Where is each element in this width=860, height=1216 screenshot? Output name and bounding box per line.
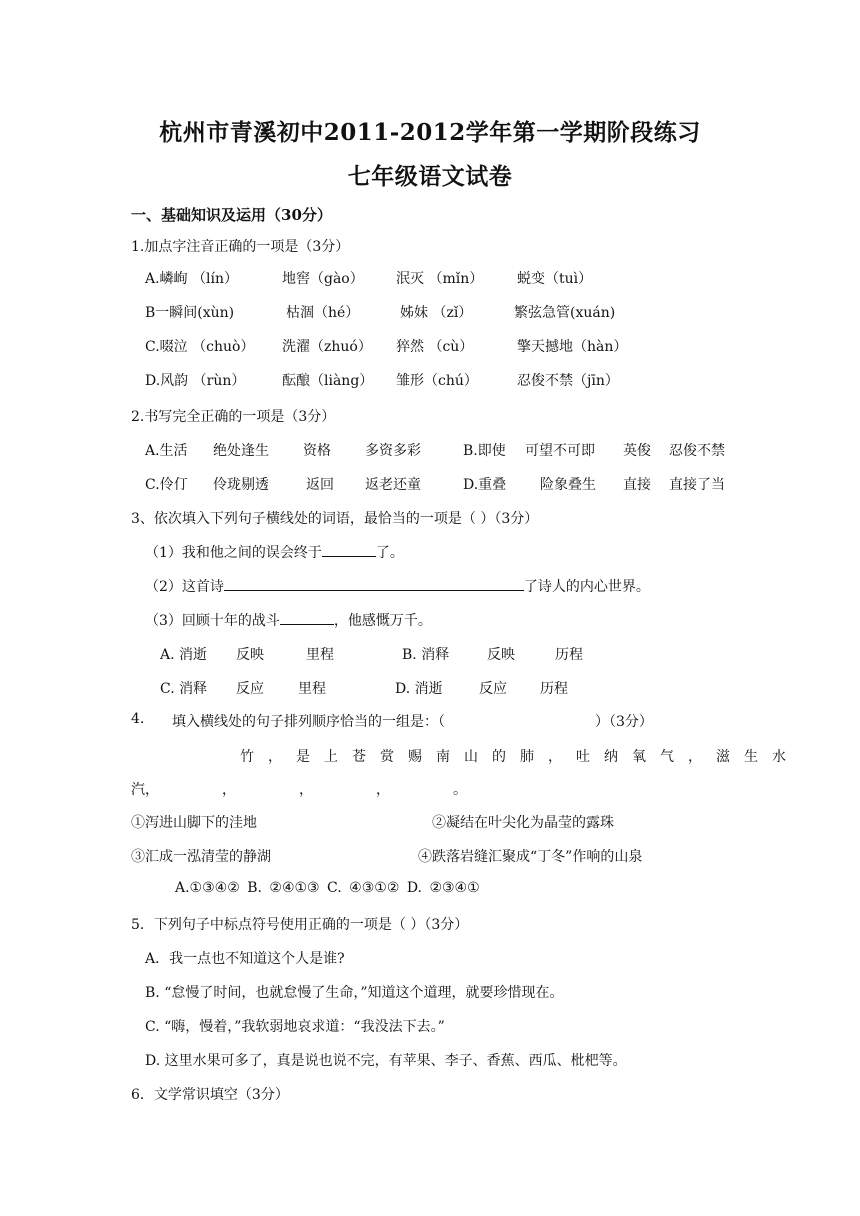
q3-option-d-word-1: D. 消逝 (395, 681, 443, 697)
question-3-stem: 3、依次填入下列句子横线处的词语，最恰当的一项是（ ）（3分） (131, 511, 539, 527)
q1-option-a-item-3: 泯灭 （mǐn） (396, 271, 484, 287)
q1-option-c-item-3: 猝然 （cù） (396, 339, 474, 355)
q4-passage-line-2: 汽， ， ， ， 。 (131, 782, 467, 798)
question-2-stem: 2.书写完全正确的一项是（3分） (131, 409, 336, 425)
q3-sentence-2-start: （2）这首诗 (145, 579, 224, 595)
q3-sentence-2-end: 了诗人的内心世界。 (523, 579, 650, 595)
q5-option-a: A．我一点也不知道这个人是谁? (145, 951, 345, 967)
q1-option-d-item-2: 酝酿（liàng） (282, 373, 374, 389)
q5-option-d: D. 这里水果可多了，真是说也说不完，有苹果、李子、香蕉、西瓜、枇杷等。 (145, 1053, 627, 1069)
q2-option-b-word-4: 忍俊不禁 (669, 443, 725, 459)
q1-option-b-item-2: 枯涸（hé） (286, 305, 360, 321)
q1-option-b-item-1: B一瞬间(xùn) (145, 305, 235, 321)
q3-sentence-3 (145, 610, 432, 630)
q5-option-c: C. “嗨，慢着，”我软弱地哀求道：“我没法下去。” (145, 1019, 445, 1035)
q3-option-a-word-2: 反映 (236, 647, 264, 663)
q3-option-a-word-1: A. 消逝 (160, 647, 208, 663)
q4-sentence-4: ④跌落岩缝汇聚成“丁冬”作响的山泉 (418, 849, 643, 865)
q2-option-c-word-1: C.伶仃 (145, 477, 188, 493)
q1-option-c-item-4: 擎天撼地（hàn） (517, 339, 628, 355)
exam-subtitle: 七年级语文试卷 (347, 163, 513, 190)
q3-option-c-word-1: C. 消释 (160, 681, 208, 697)
q2-option-a-word-4: 多资多彩 (365, 443, 421, 459)
q2-option-a-word-3: 资格 (303, 443, 331, 459)
q1-option-a-item-1: A.嶙峋 （lín） (145, 271, 238, 287)
q3-option-d-word-3: 历程 (540, 681, 568, 697)
q3-option-c-word-3: 里程 (298, 681, 326, 697)
q3-sentence-1 (145, 542, 404, 562)
q3-option-b-word-1: B. 消释 (402, 647, 450, 663)
question-5-stem: 5．下列句子中标点符号使用正确的一项是（ ）（3分） (131, 917, 469, 933)
q3-blank-1 (322, 542, 376, 557)
question-6-stem: 6．文学常识填空（3分） (131, 1087, 289, 1103)
q1-option-b-item-3: 姊妹 （zǐ） (400, 305, 473, 321)
exam-title: 杭州市青溪初中2011-2012学年第一学期阶段练习 (159, 119, 701, 146)
q3-sentence-1-start: （1）我和他之间的误会终于 (145, 545, 322, 561)
q2-option-a-word-2: 绝处逢生 (213, 443, 269, 459)
q3-blank-2 (224, 576, 524, 591)
q4-passage-line-1: 竹，是上苍赏赐南山的肺，吐纳氧气，滋生水 (240, 749, 800, 765)
q2-option-d-word-2: 险象叠生 (540, 477, 596, 493)
q3-sentence-3-start: （3）回顾十年的战斗 (145, 613, 280, 629)
q2-option-c-word-2: 伶珑剔透 (213, 477, 269, 493)
q2-option-d-word-1: D.重叠 (463, 477, 507, 493)
q1-option-d-item-4: 忍俊不禁（jīn） (517, 373, 619, 389)
q1-option-a-item-2: 地窖（gào） (282, 271, 364, 287)
q3-option-a-word-3: 里程 (306, 647, 334, 663)
q2-option-c-word-4: 返老还童 (365, 477, 421, 493)
q1-option-c-item-1: C.啜泣 （chuò） (145, 339, 255, 355)
q4-sentence-3: ③汇成一泓清莹的静湖 (131, 849, 271, 865)
question-1-stem: 1.加点字注音正确的一项是（3分） (131, 239, 350, 255)
q3-option-b-word-3: 历程 (555, 647, 583, 663)
q2-option-d-word-4: 直接了当 (669, 477, 725, 493)
question-4-stem: 填入横线处的句子排列顺序恰当的一组是：（ (172, 714, 445, 730)
q5-option-b: B. “怠慢了时间，也就怠慢了生命，”知道这个道理，就要珍惜现在。 (145, 985, 564, 1001)
q3-option-d-word-2: 反应 (479, 681, 507, 697)
q2-option-a-word-1: A.生活 (145, 443, 188, 459)
q1-option-d-item-3: 雏形（chú） (396, 373, 478, 389)
q1-option-a-item-4: 蜕变（tuì） (517, 271, 593, 287)
q3-sentence-3-end: ，他感慨万千。 (333, 613, 432, 629)
q2-option-b-word-2: 可望不可即 (525, 443, 595, 459)
q3-sentence-2 (145, 576, 650, 596)
q4-answer-options: A.①③④② B. ②④①③ C. ④③①② D. ②③④① (175, 880, 480, 896)
section-heading: 一、基础知识及运用（30分） (131, 206, 332, 224)
q2-option-d-word-3: 直接 (623, 477, 651, 493)
q3-sentence-1-end: 了。 (375, 545, 404, 561)
q3-blank-3 (280, 610, 334, 625)
q2-option-b-word-3: 英俊 (623, 443, 651, 459)
q3-option-b-word-2: 反映 (487, 647, 515, 663)
q1-option-d-item-1: D.风韵 （rùn） (145, 373, 246, 389)
q2-option-b-word-1: B.即使 (463, 443, 506, 459)
q4-sentence-1: ①泻进山脚下的洼地 (131, 815, 257, 831)
question-4-number: 4. (131, 711, 145, 727)
q1-option-c-item-2: 洗濯（zhuó） (282, 339, 372, 355)
q4-sentence-2: ②凝结在叶尖化为晶莹的露珠 (432, 815, 614, 831)
q3-option-c-word-2: 反应 (236, 681, 264, 697)
question-4-score: ）（3分） (595, 714, 653, 730)
q2-option-c-word-3: 返回 (306, 477, 334, 493)
q1-option-b-item-4: 繁弦急管(xuán) (514, 305, 616, 321)
